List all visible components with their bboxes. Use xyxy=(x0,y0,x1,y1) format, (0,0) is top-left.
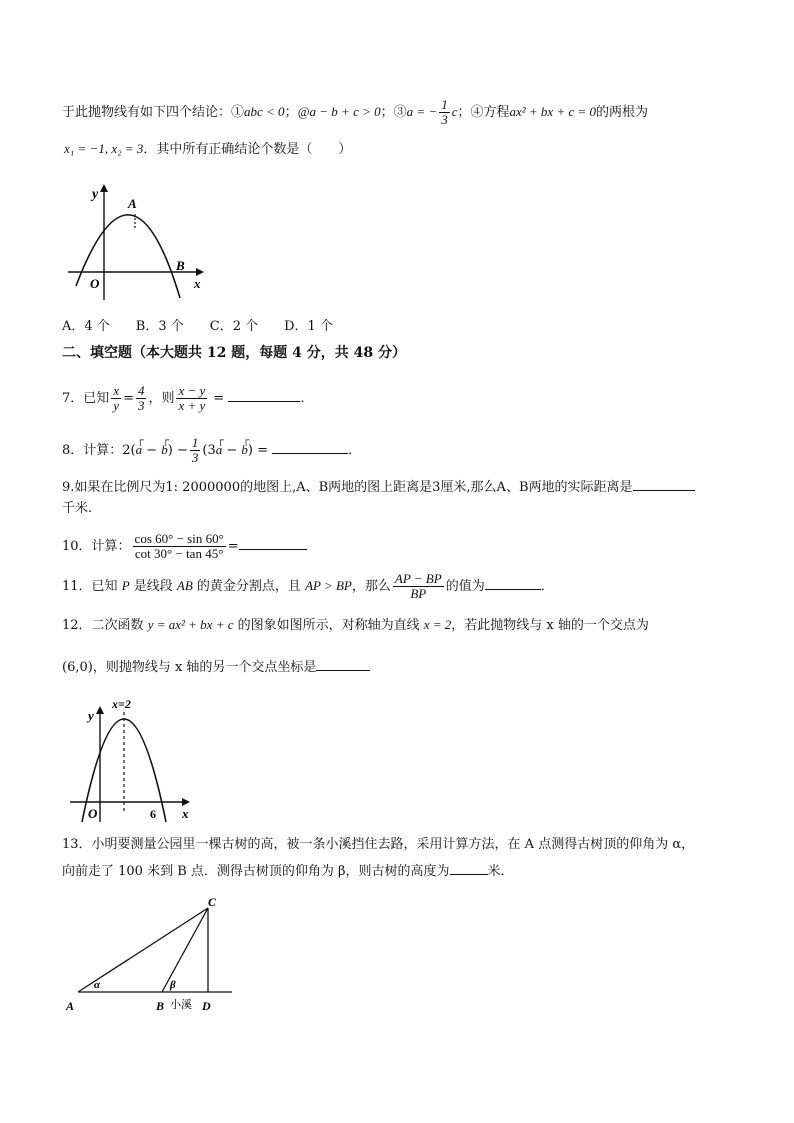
q12-answer-blank[interactable] xyxy=(316,658,370,671)
q11-frac: $\frac{AP - BP}{BP}$ xyxy=(394,571,442,601)
q9-line2: 千米. xyxy=(62,501,93,516)
q13-point-d: D xyxy=(202,999,211,1013)
q12-six-label: 6 xyxy=(150,807,156,821)
q13-point-c: C xyxy=(208,895,217,909)
q12-origin: O xyxy=(88,806,98,821)
q7-frac3: $\frac{x - y}{x + y}$ xyxy=(178,383,206,413)
q8-answer-blank[interactable] xyxy=(272,441,348,454)
q10-answer-blank[interactable] xyxy=(239,537,307,550)
q8: 8．计算：2(a ┌ − b ┌ ) − $\frac{1}{3}$ (3a ┌ − b ┌ ) = ． xyxy=(62,435,362,465)
q12-line1: 12．二次函数 y = ax² + bx + c 的图象如图所示，对称轴为直线 x = 2，若此抛物线与 x 轴的一个交点为 xyxy=(62,617,649,633)
q13-beta: β xyxy=(170,979,176,991)
q12-parabola-graph xyxy=(66,696,196,826)
q6-line2: x₁ = −1, x₂ = 3．其中所有正确结论个数是（ ） xyxy=(64,141,352,157)
q12-y-label: y xyxy=(88,708,94,723)
q13-line1: 13．小明要测量公园里一棵古树的高，被一条小溪挡住去路，采用计算方法，在 A 点测得古树顶的仰角为 α， xyxy=(62,837,695,852)
section-title: 二、填空题（本大题共 12 题，每题 4 分，共 48 分） xyxy=(62,345,406,361)
q13-tree-figure xyxy=(60,892,250,1018)
q13-point-b: B xyxy=(156,999,165,1013)
q9-line1: 9.如果在比例尺为1: 2000000的地图上,A、B两地的图上距离是3厘米,那么A、B两地的实际距离是 xyxy=(62,478,695,497)
q12-line2: (6,0)，则抛物线与 x 轴的另一个交点坐标是 xyxy=(62,658,370,677)
q7: 7．已知 $\frac{x}{y}$ = $\frac{4}{3}$ ，则 $\frac{x - y}{x + y}$ = ． xyxy=(62,383,314,413)
q6-point-a: A xyxy=(128,196,137,211)
q8-frac: $\frac{1}{3}$ xyxy=(191,435,199,465)
q13-point-a: A xyxy=(66,999,75,1013)
q12-x-label: x xyxy=(182,806,189,821)
q13-line2: 向前走了 100 米到 B 点．测得古树顶的仰角为 β，则古树的高度为 米． xyxy=(62,864,514,879)
q6-y-label: y xyxy=(92,187,99,202)
q6-line1: 于此抛物线有如下四个结论：①abc < 0；@a − b + c > 0；③a = − $\frac{1}{3}$ c；④方程ax² + bx + c = 0的两根为 xyxy=(62,97,649,127)
q7-frac2: $\frac{4}{3}$ xyxy=(137,383,145,413)
q6-origin: O xyxy=(90,276,100,291)
q6-parabola-graph xyxy=(62,178,212,303)
q6-options: A．4 个 B．3 个 C．2 个 D．1 个 xyxy=(62,319,333,334)
q6-point-b: B xyxy=(176,258,185,273)
q7-frac1: $\frac{x}{y}$ xyxy=(113,383,120,413)
q9-answer-blank[interactable] xyxy=(633,478,695,491)
q13-stream-label: 小溪 xyxy=(170,999,192,1011)
q10-frac: $\frac{\cos 60^\circ - \sin 60^\circ}{\cot 30^\circ - \tan 45^\circ}$ xyxy=(134,531,224,561)
q6-fraction: $\frac{1}{3}$ xyxy=(441,97,448,127)
q12-axis-label: x=2 xyxy=(112,697,131,711)
q11-answer-blank[interactable] xyxy=(485,577,541,590)
q11: 11．已知 P 是线段 AB 的黄金分割点，且 AP > BP，那么 $\frac{AP - BP}{BP}$ 的值为 ． xyxy=(62,571,554,601)
q10: 10．计算： $\frac{\cos 60^\circ - \sin 60^\circ}{\cot 30^\circ - \tan 45^\circ}$ = xyxy=(62,532,307,561)
q6-x-label: x xyxy=(194,276,201,291)
q7-answer-blank[interactable] xyxy=(228,389,300,402)
q13-alpha: α xyxy=(94,979,101,991)
q13-answer-blank[interactable] xyxy=(450,862,488,875)
